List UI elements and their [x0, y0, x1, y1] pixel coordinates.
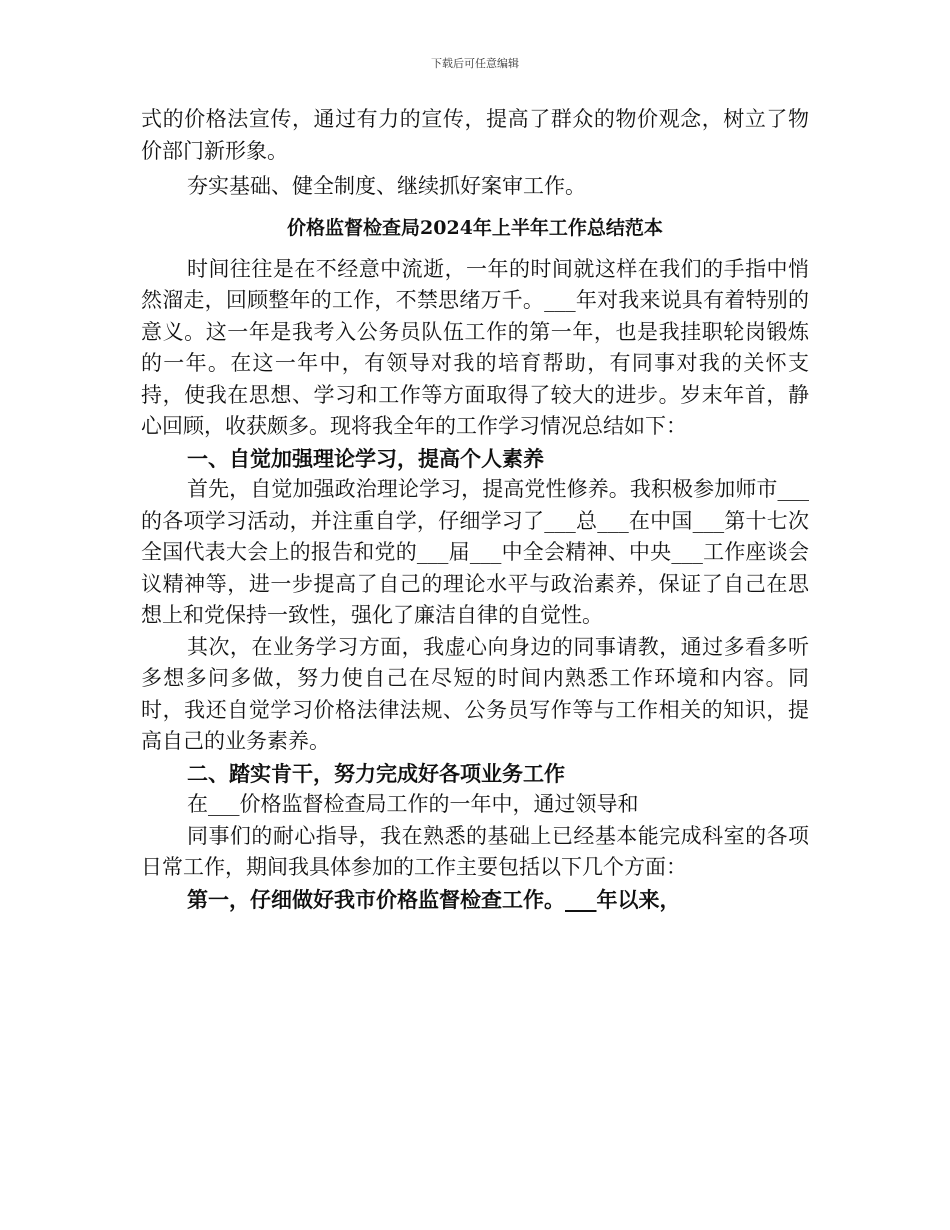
paragraph-second: 其次，在业务学习方面，我虚心向身边的同事请教，通过多看多听多想多问多做，努力使自己在尽短的时间内熟悉工作环境和内容。同时，我还自觉学习价格法律法规、公务员写作等与工作相关的知识，提高自己的业务素养。 — [141, 634, 809, 753]
paragraph-intro: 式的价格法宣传，通过有力的宣传，提高了群众的物价观念，树立了物价部门新形象。 — [141, 107, 809, 163]
section-heading-2: 二、踏实肯干，努力完成好各项业务工作 — [187, 760, 565, 786]
document-body — [141, 104, 809, 915]
paragraph-bureau: 在___价格监督检查局工作的一年中，通过领导和 — [187, 792, 639, 816]
section-heading-3: 第一，仔细做好我市价格监督检查工作。___年以来， — [187, 886, 681, 912]
section-heading-1: 一、自觉加强理论学习，提高个人素养 — [187, 445, 544, 471]
page-header: 下载后可任意编辑 — [431, 57, 519, 70]
paragraph-first: 首先，自觉加强政治理论学习，提高党性修养。我积极参加师市___的各项学习活动，并注重自学，仔细学习了___总___在中国___第十七次全国代表大会上的报告和党的___届___中全会精神、中央___工作座谈会议精神等，进一步提高了自己的理论水平与政治素养，保证了自己在思想上和党保持一致性，强化了廉洁自律的自觉性。 — [141, 477, 809, 627]
paragraph-casework: 夯实基础、健全制度、继续抓好案审工作。 — [187, 174, 586, 198]
paragraph-colleagues: 同事们的耐心指导，我在熟悉的基础上已经基本能完成科室的各项日常工作，期间我具体参加的工作主要包括以下几个方面： — [141, 823, 809, 879]
paragraph-opening: 时间往往是在不经意中流逝，一年的时间就这样在我们的手指中悄然溜走，回顾整年的工作，不禁思绪万千。___年对我来说具有着特别的意义。这一年是我考入公务员队伍工作的第一年，也是我挂职轮岗锻炼的一年。在这一年中，有领导对我的培育帮助，有同事对我的关怀支持，使我在思想、学习和工作等方面取得了较大的进步。岁末年首，静心回顾，收获颇多。现将我全年的工作学习情况总结如下： — [141, 256, 809, 438]
document-title: 价格监督检查局2024年上半年工作总结范本 — [287, 216, 663, 239]
